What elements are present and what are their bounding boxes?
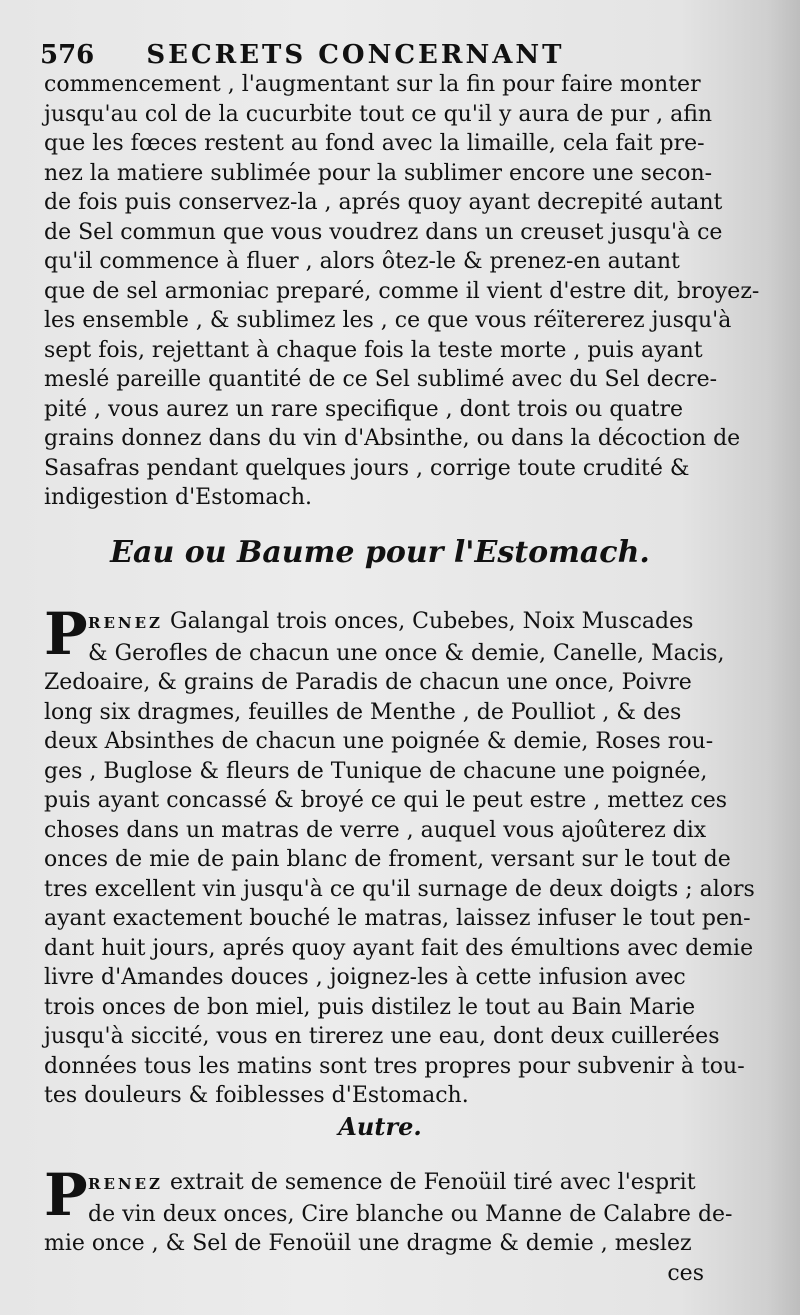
recipe-paragraph	[44, 600, 755, 1111]
text-line: que de sel armoniac preparé, comme il vient d'estre dit, broyez-	[44, 278, 760, 304]
text-line: dant huit jours, aprés quoy ayant fait des émultions avec demie	[44, 935, 754, 961]
text-line: onces de mie de pain blanc de froment, versant sur le tout de	[44, 847, 731, 872]
text-line: jusqu'à siccité, vous en tirerez une eau, dont deux cuillerées	[44, 1024, 720, 1049]
text-line: sept fois, rejettant à chaque fois la teste morte , puis ayant	[44, 337, 703, 363]
section-title: Eau ou Baume pour l'Estomach.	[110, 535, 650, 570]
first-line-text: Galangal trois onces, Cubebes, Noix Muscades	[163, 609, 694, 634]
text-line: grains donnez dans du vin d'Absinthe, ou dans la décoction de	[44, 426, 741, 451]
text-line: que les fœces restent au fond avec la limaille, cela fait pre-	[44, 131, 705, 156]
paragraph-continuation	[44, 70, 760, 513]
text-line: puis ayant concassé & broyé ce qui le peut estre , mettez ces	[44, 788, 728, 813]
text-line: nez la matiere sublimée pour la sublimer encore une secon-	[44, 160, 713, 186]
text-line: pité , vous aurez un rare specifique , dont trois ou quatre	[44, 396, 684, 422]
second-recipe-paragraph	[44, 1161, 733, 1288]
drop-cap-2: P	[44, 1161, 88, 1229]
page-header	[40, 40, 700, 70]
text-line: indigestion d'Estomach.	[44, 485, 313, 510]
text-line: deux Absinthes de chacun une poignée & demie, Roses rou-	[44, 729, 714, 754]
text-line: long six dragmes, feuilles de Menthe , de Poulliot , & des	[44, 699, 682, 725]
text-line: données tous les matins sont tres propres pour subvenir à tou-	[44, 1053, 745, 1079]
text-line: trois onces de bon miel, puis distilez le tout au Bain Marie	[44, 994, 696, 1020]
recipe-body-lines	[44, 668, 755, 1111]
text-line: Sasafras pendant quelques jours , corrige toute crudité &	[44, 455, 690, 481]
text-line: ges , Buglose & fleurs de Tunique de chacune une poignée,	[44, 758, 708, 784]
first-line-text-2: extrait de semence de Fenoüil tiré avec l'esprit	[163, 1170, 696, 1195]
text-line: tes douleurs & foiblesses d'Estomach.	[44, 1083, 469, 1108]
drop-cap: P	[44, 600, 88, 668]
running-title: SECRETS CONCERNANT	[146, 40, 565, 70]
section-subtitle: Autre.	[338, 1112, 422, 1141]
lead-word-2: RENEZ	[88, 1175, 163, 1193]
text-line: ayant exactement bouché le matras, laissez infuser le tout pen-	[44, 906, 751, 931]
catchword: ces	[667, 1260, 704, 1286]
text-line: jusqu'au col de la cucurbite tout ce qu'il y aura de pur , afin	[44, 101, 713, 127]
text-line: les ensemble , & sublimez les , ce que vous réïtererez jusqu'à	[44, 308, 732, 333]
text-line: meslé pareille quantité de ce Sel sublimé avec du Sel decre-	[44, 367, 718, 392]
text-line: mie once , & Sel de Fenoüil une dragme & demie , meslez	[44, 1231, 692, 1256]
recipe-second-line: & Gerofles de chacun une once & demie, Canelle, Macis,	[88, 640, 725, 666]
recipe2-second-line: de vin deux onces, Cire blanche ou Manne de Calabre de-	[88, 1201, 733, 1227]
text-line: choses dans un matras de verre , auquel vous ajoûterez dix	[44, 817, 707, 843]
recipe2-body-lines	[44, 1229, 704, 1259]
text-line: de Sel commun que vous voudrez dans un creuset jusqu'à ce	[44, 219, 723, 245]
text-line: de fois puis conservez-la , aprés quoy ayant decrepité autant	[44, 190, 723, 215]
lead-word: RENEZ	[88, 614, 163, 632]
text-line: tres excellent vin jusqu'à ce qu'il surnage de deux doigts ; alors	[44, 876, 755, 902]
text-line: qu'il commence à fluer , alors ôtez-le & prenez-en autant	[44, 249, 680, 274]
text-line: Zedoaire, & grains de Paradis de chacun une once, Poivre	[44, 670, 692, 695]
text-line: commencement , l'augmentant sur la fin pour faire monter	[44, 72, 701, 97]
page-number: 576	[40, 40, 95, 70]
text-line: livre d'Amandes douces , joignez-les à cette infusion avec	[44, 965, 686, 990]
